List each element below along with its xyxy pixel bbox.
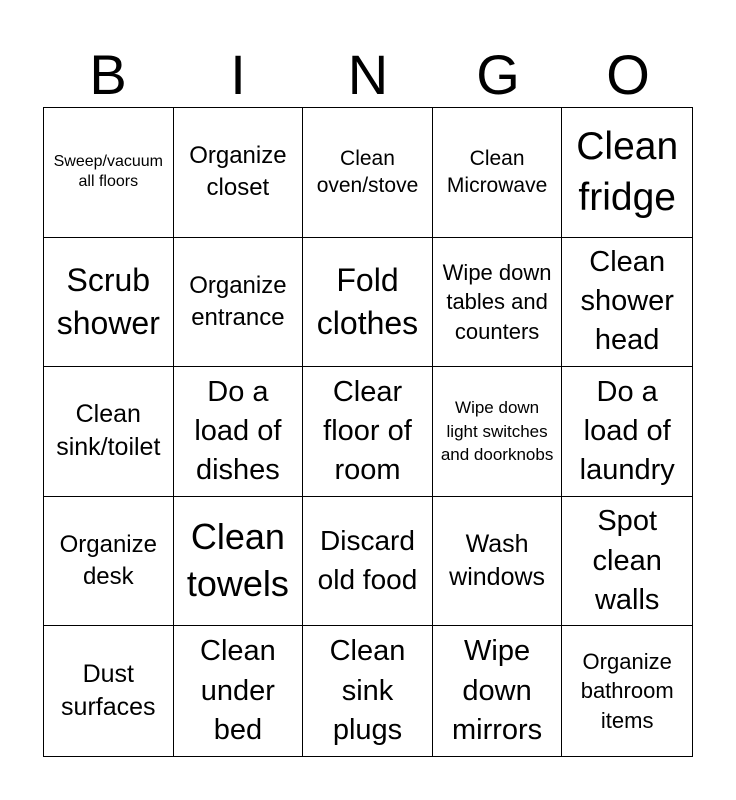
cell-text: Clean sink/toilet [56,400,161,462]
bingo-cell[interactable] [44,238,174,368]
bingo-cell[interactable] [174,367,304,497]
bingo-cell[interactable] [303,497,433,627]
cell-text: Organize desk [59,530,157,591]
cell-text: Clear floor of room [323,375,412,487]
bingo-cell[interactable] [433,108,563,238]
bingo-cell[interactable] [433,626,563,756]
bingo-cell[interactable] [562,367,692,497]
cell-text: Wash windows [449,530,546,592]
bingo-cell[interactable] [562,497,692,627]
header-letter-i: I [230,43,246,106]
bingo-cell[interactable] [562,238,692,368]
bingo-cell[interactable] [562,626,692,756]
bingo-cell[interactable] [303,108,433,238]
bingo-cell[interactable] [174,238,304,368]
bingo-cell[interactable] [562,108,692,238]
bingo-cell[interactable] [44,108,174,238]
cell-text: Organize bathroom items [580,648,674,733]
bingo-cell[interactable] [303,626,433,756]
cell-text: Wipe down tables and counters [442,259,552,344]
bingo-cell[interactable] [433,367,563,497]
bingo-cell[interactable] [174,108,304,238]
cell-text: Spot clean walls [592,505,662,616]
cell-text: Wipe down mirrors [451,635,543,746]
cell-text: Clean fridge [576,124,679,220]
cell-text: Clean under bed [200,635,276,746]
bingo-card [43,107,693,757]
cell-text: Clean shower head [580,246,674,357]
bingo-cell[interactable] [303,367,433,497]
header-letter-g: G [476,43,520,106]
header-letter-o: O [606,43,650,106]
header-letter-n: N [347,43,389,106]
cell-text: Organize entrance [189,271,287,331]
bingo-cell[interactable] [433,497,563,627]
bingo-cell[interactable] [174,626,304,756]
cell-text: Sweep/vacuum all floors [53,152,163,191]
cell-text: Clean sink plugs [329,635,406,746]
cell-text: Dust surfaces [61,660,156,722]
bingo-cell[interactable] [303,238,433,368]
bingo-cell[interactable] [174,497,304,627]
cell-text: Clean oven/stove [316,146,419,198]
cell-text: Do a load of dishes [194,375,282,487]
bingo-cell[interactable] [44,497,174,627]
cell-text: Scrub shower [56,262,160,341]
cell-text: Wipe down light switches and doorknobs [440,398,554,465]
cell-text: Do a load of laundry [579,375,675,487]
bingo-cell[interactable] [44,367,174,497]
cell-text: Clean Microwave [446,146,548,198]
header-letter-b: B [89,43,127,106]
bingo-cell[interactable] [433,238,563,368]
cell-text: Fold clothes [316,262,419,341]
bingo-header [43,44,693,106]
bingo-cell[interactable] [44,626,174,756]
cell-text: Clean towels [186,516,289,605]
cell-text: Discard old food [317,525,418,596]
cell-text: Organize closet [189,141,287,202]
